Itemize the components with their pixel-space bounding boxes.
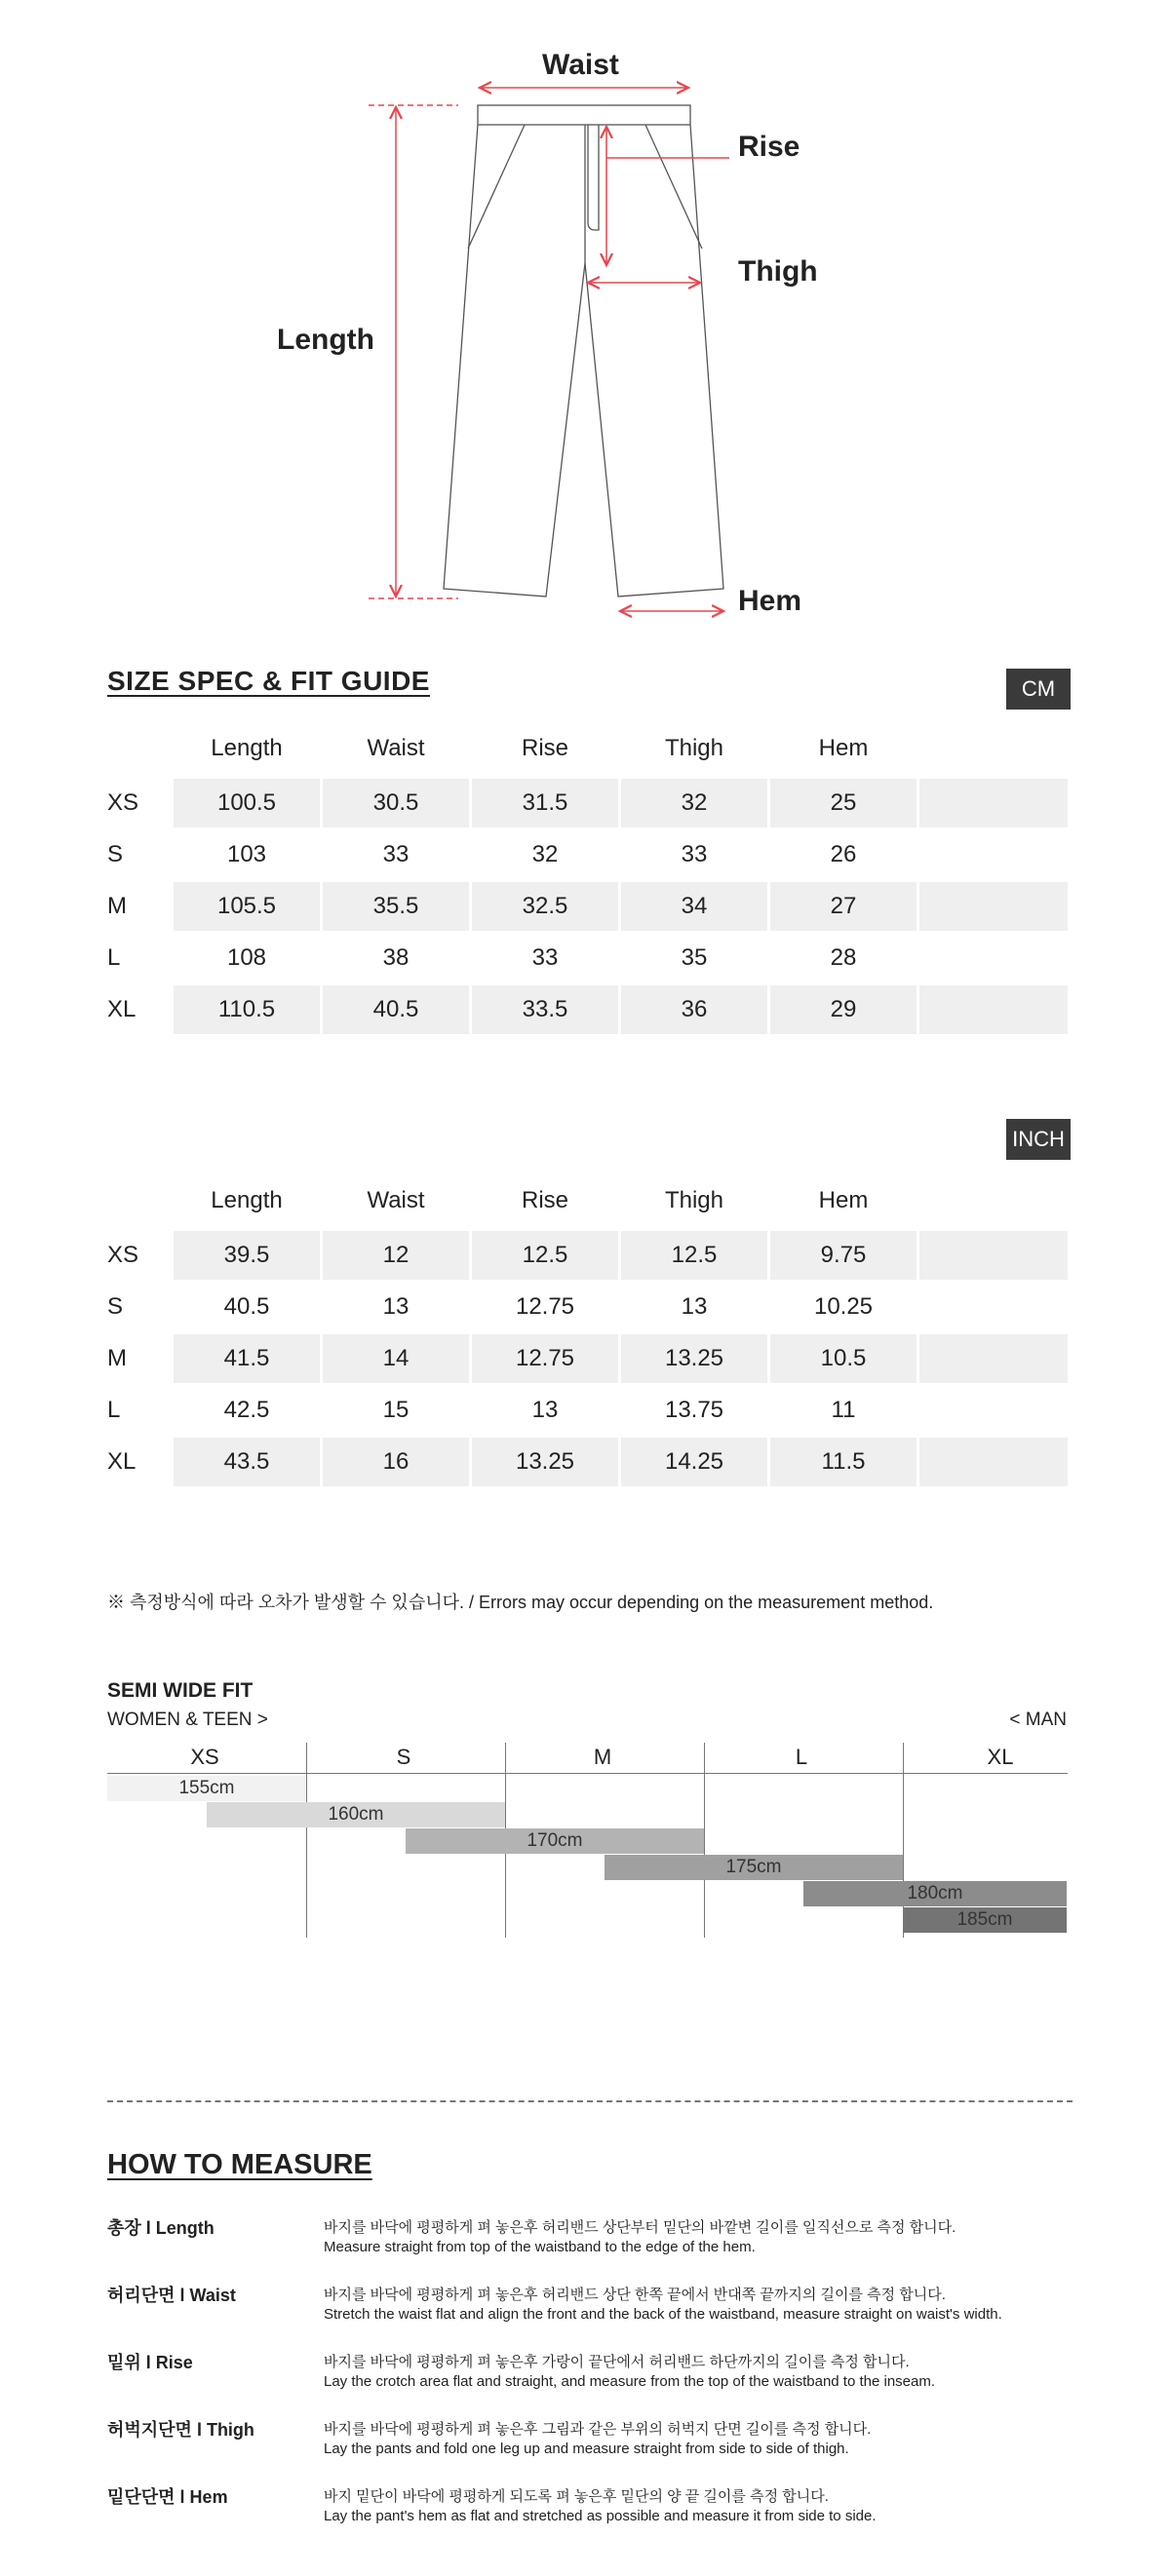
table-cell: 27 (770, 882, 917, 931)
measure-item-korean: 바지 밑단이 바닥에 평평하게 되도록 펴 놓은후 밑단의 양 끝 길이를 측정 합니다. (324, 2488, 829, 2505)
table-cell: 41.5 (174, 1334, 320, 1383)
table-cell: 12.75 (515, 1293, 575, 1320)
table-cell: 13 (382, 1293, 410, 1320)
fit-title: SEMI WIDE FIT (107, 1679, 254, 1702)
table-cell: 40.5 (223, 1293, 270, 1320)
size-label: L (107, 1397, 121, 1423)
column-header: Hem (818, 1187, 869, 1213)
table-cell: 100.5 (174, 779, 320, 827)
measure-item-label: 허벅지단면 l Thigh (107, 2420, 254, 2440)
table-row (107, 779, 1073, 827)
size-label: XL (107, 996, 137, 1022)
table-row (107, 882, 1073, 931)
table-row (107, 1283, 1073, 1331)
hem-label: Hem (738, 585, 802, 617)
table-cell: 35 (681, 944, 708, 971)
section-divider (107, 2100, 1073, 2102)
column-header: Thigh (664, 1187, 724, 1213)
table-cell: 43.5 (174, 1438, 320, 1486)
table-row (107, 934, 1073, 982)
table-cell: 31.5 (472, 779, 618, 827)
table-cell: 16 (323, 1438, 469, 1486)
size-label: S (107, 841, 124, 867)
inch-unit-badge: INCH (1006, 1119, 1071, 1160)
table-cell: 40.5 (323, 985, 469, 1034)
table-cell: 13.25 (621, 1334, 767, 1383)
how-to-measure-title: HOW TO MEASURE (107, 2149, 372, 2180)
size-label: M (107, 1345, 127, 1371)
pants-measurement-diagram (0, 0, 1171, 643)
pants-diagram-svg (0, 0, 1171, 643)
table-cell: 26 (830, 841, 857, 867)
empty-cell (919, 1438, 1068, 1486)
measure-item-english: Stretch the waist flat and align the front and the back of the waistband, measure straight on waist's width. (324, 2306, 1002, 2323)
table-cell: 15 (382, 1397, 410, 1423)
column-header: Length (211, 735, 283, 761)
pants-outline (444, 105, 723, 596)
table-cell: 30.5 (323, 779, 469, 827)
table-row (107, 1231, 1073, 1280)
fit-size-label: S (396, 1745, 411, 1769)
measure-item-english: Lay the pants and fold one leg up and measure straight from side to side of thigh. (324, 2441, 849, 2457)
measure-item-english: Measure straight from top of the waistband to the edge of the hem. (324, 2239, 756, 2255)
column-header: Length (211, 1187, 283, 1213)
table-cell: 13 (681, 1293, 708, 1320)
table-row (107, 1334, 1073, 1383)
table-cell: 10.25 (813, 1293, 874, 1320)
height-range-bar: 185cm (903, 1907, 1067, 1933)
length-label: Length (277, 324, 374, 356)
waist-label: Waist (542, 49, 619, 81)
column-header: Hem (818, 735, 869, 761)
fit-size-label: M (593, 1745, 612, 1769)
table-cell: 12.5 (472, 1231, 618, 1280)
table-cell: 28 (830, 944, 857, 971)
table-cell: 36 (621, 985, 767, 1034)
fit-size-label: XL (987, 1745, 1014, 1769)
height-range-bar: 160cm (207, 1802, 505, 1827)
table-cell: 33 (382, 841, 410, 867)
empty-cell (919, 1231, 1068, 1280)
table-cell: 12.75 (472, 1334, 618, 1383)
measurement-lines (369, 88, 729, 611)
table-cell: 12.5 (621, 1231, 767, 1280)
women-teen-label: WOMEN & TEEN > (107, 1710, 268, 1730)
table-cell: 13 (531, 1397, 559, 1423)
table-cell: 9.75 (770, 1231, 917, 1280)
size-label: M (107, 893, 127, 919)
table-cell: 14 (323, 1334, 469, 1383)
table-cell: 39.5 (174, 1231, 320, 1280)
fit-size-label: L (795, 1745, 808, 1769)
empty-cell (919, 1334, 1068, 1383)
measure-item-label: 밑위 l Rise (107, 2353, 193, 2372)
fit-divider (704, 1743, 705, 1938)
table-cell: 108 (226, 944, 267, 971)
table-cell: 13.25 (472, 1438, 618, 1486)
table-cell: 103 (226, 841, 267, 867)
measure-item-english: Lay the pant's hem as flat and stretched as possible and measure it from side to side. (324, 2508, 877, 2524)
empty-cell (919, 1386, 1068, 1435)
empty-cell (919, 1283, 1068, 1331)
table-row (107, 830, 1073, 879)
empty-cell (919, 779, 1068, 827)
fit-divider (306, 1743, 307, 1938)
column-header: Thigh (664, 735, 724, 761)
man-label: < MAN (1009, 1710, 1067, 1730)
column-header: Waist (367, 1187, 425, 1213)
size-label: L (107, 944, 121, 971)
measurement-note: ※ 측정방식에 따라 오차가 발생할 수 있습니다. / Errors may occur depending on the measurement method. (107, 1593, 934, 1612)
table-cell: 33.5 (472, 985, 618, 1034)
table-cell: 32 (621, 779, 767, 827)
size-label: XL (107, 1448, 137, 1475)
size-label: XS (107, 789, 139, 816)
height-range-bar: 175cm (605, 1855, 903, 1880)
table-cell: 29 (770, 985, 917, 1034)
column-header: Rise (521, 735, 568, 761)
table-cell: 12 (323, 1231, 469, 1280)
size-label: S (107, 1293, 124, 1320)
height-range-bar: 180cm (803, 1881, 1067, 1906)
table-cell: 35.5 (323, 882, 469, 931)
table-row (107, 1386, 1073, 1435)
measure-item-english: Lay the crotch area flat and straight, and measure from the top of the waistband to the inseam. (324, 2373, 936, 2390)
table-cell: 25 (770, 779, 917, 827)
table-cell: 32 (531, 841, 559, 867)
fit-axis-line (107, 1773, 1068, 1774)
table-cell: 42.5 (223, 1397, 270, 1423)
table-cell: 14.25 (621, 1438, 767, 1486)
measure-item-label: 총장 l Length (107, 2218, 215, 2238)
measure-item-label: 허리단면 l Waist (107, 2286, 236, 2305)
cm-unit-badge: CM (1006, 669, 1071, 710)
table-cell: 34 (621, 882, 767, 931)
height-range-bar: 170cm (406, 1828, 704, 1854)
rise-label: Rise (738, 131, 800, 163)
column-header: Waist (367, 735, 425, 761)
table-row (107, 1438, 1073, 1486)
measure-item-korean: 바지를 바닥에 평평하게 펴 놓은후 허리밴드 상단 한쪽 끝에서 반대쪽 끝까지의 길이를 측정 합니다. (324, 2287, 946, 2303)
table-cell: 10.5 (770, 1334, 917, 1383)
measure-item-label: 밑단단면 l Hem (107, 2487, 228, 2507)
empty-cell (919, 934, 1068, 982)
table-cell: 11 (831, 1397, 856, 1423)
measure-item-korean: 바지를 바닥에 평평하게 펴 놓은후 그림과 같은 부위의 허벅지 단면 길이를 측정 합니다. (324, 2421, 872, 2438)
table-cell: 13.75 (664, 1397, 724, 1423)
empty-cell (919, 830, 1068, 879)
measure-item-korean: 바지를 바닥에 평평하게 펴 놓은후 허리밴드 상단부터 밑단의 바깥변 길이를 일직선으로 측정 합니다. (324, 2219, 956, 2236)
size-spec-title: SIZE SPEC & FIT GUIDE (107, 666, 430, 696)
height-range-bar: 155cm (107, 1776, 306, 1801)
size-label: XS (107, 1242, 139, 1268)
empty-cell (919, 882, 1068, 931)
table-cell: 105.5 (174, 882, 320, 931)
table-cell: 38 (382, 944, 410, 971)
empty-cell (919, 985, 1068, 1034)
thigh-label: Thigh (738, 255, 818, 288)
table-cell: 11.5 (770, 1438, 917, 1486)
table-cell: 33 (681, 841, 708, 867)
table-row (107, 985, 1073, 1034)
table-cell: 32.5 (472, 882, 618, 931)
table-cell: 33 (531, 944, 559, 971)
column-header: Rise (521, 1187, 568, 1213)
table-cell: 110.5 (174, 985, 320, 1034)
measure-item-korean: 바지를 바닥에 평평하게 펴 놓은후 가랑이 끝단에서 허리밴드 하단까지의 길이를 측정 합니다. (324, 2354, 910, 2370)
fit-size-label: XS (190, 1745, 219, 1769)
